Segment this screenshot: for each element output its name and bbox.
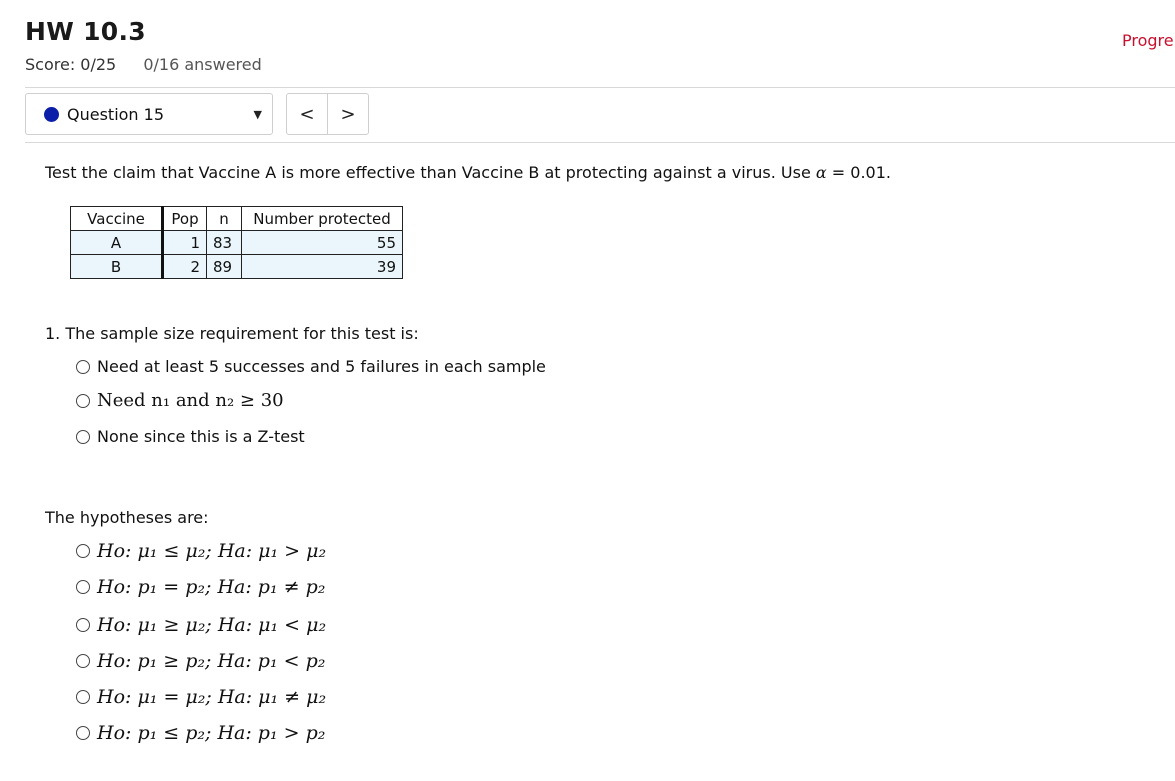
question-select[interactable] [25,93,273,135]
radio-button[interactable] [76,580,90,594]
radio-button[interactable] [76,430,90,444]
option-label: Ho: μ₁ ≤ μ₂; Ha: μ₁ > μ₂ [97,540,327,562]
table-header-cell: Pop [163,207,207,231]
table-row [71,255,403,279]
question-prompt [45,163,891,182]
option-label: None since this is a Z-test [97,427,305,446]
table-cell: 83 [207,231,242,255]
hypothesis-option[interactable] [76,722,325,744]
table-cell: A [71,231,163,255]
option-label: Ho: p₁ = p₂; Ha: p₁ ≠ p₂ [97,576,326,598]
table-cell: 2 [163,255,207,279]
score-row [25,55,262,74]
hypothesis-option[interactable] [76,686,326,708]
part2-title: The hypotheses are: [45,508,209,527]
sample-size-option[interactable] [76,427,305,446]
table-cell: 39 [242,255,403,279]
table-cell: B [71,255,163,279]
option-label: Ho: μ₁ ≥ μ₂; Ha: μ₁ < μ₂ [97,614,327,636]
alpha-symbol: α [815,163,827,182]
hypothesis-option[interactable] [76,614,326,636]
progress-link[interactable]: Progre [1122,31,1174,50]
radio-button[interactable] [76,394,90,408]
radio-button[interactable] [76,618,90,632]
radio-button[interactable] [76,690,90,704]
alpha-value: = 0.01. [826,163,891,182]
option-label: Need n₁ and n₂ ≥ 30 [97,390,284,411]
radio-button[interactable] [76,654,90,668]
option-label: Ho: p₁ ≥ p₂; Ha: p₁ < p₂ [97,650,326,672]
caret-down-icon: ▼ [253,107,262,121]
question-select-label: Question 15 [67,104,165,124]
table-header-cell: Vaccine [71,207,163,231]
option-label: Ho: μ₁ = μ₂; Ha: μ₁ ≠ μ₂ [97,686,327,708]
hypothesis-option[interactable] [76,540,326,562]
part1-title: 1. The sample size requirement for this test is: [45,324,419,343]
radio-button[interactable] [76,360,90,374]
hypothesis-option[interactable] [76,650,325,672]
page-title: HW 10.3 [25,17,146,46]
data-table [70,206,403,279]
table-header-cell: Number protected [242,207,403,231]
hypothesis-option[interactable] [76,576,325,598]
previous-question-button[interactable]: < [299,103,315,125]
option-label: Ho: p₁ ≤ p₂; Ha: p₁ > p₂ [97,722,326,744]
option-label: Need at least 5 successes and 5 failures in each sample [97,357,546,376]
sample-size-option[interactable] [76,390,284,411]
status-dot-icon [44,107,59,122]
radio-button[interactable] [76,544,90,558]
score-text: Score: 0/25 [25,55,117,74]
table-header-row [71,207,403,231]
table-row [71,231,403,255]
prompt-text: Test the claim that Vaccine A is more effective than Vaccine B at protecting against a virus. Use [45,163,816,182]
divider [25,142,1175,143]
sample-size-option[interactable] [76,357,546,376]
radio-button[interactable] [76,726,90,740]
divider [25,87,1175,88]
table-cell: 55 [242,231,403,255]
table-cell: 89 [207,255,242,279]
answered-count: 0/16 answered [143,55,262,74]
table-cell: 1 [163,231,207,255]
question-nav-group [286,93,369,135]
table-header-cell: n [207,207,242,231]
next-question-button[interactable]: > [327,94,368,134]
